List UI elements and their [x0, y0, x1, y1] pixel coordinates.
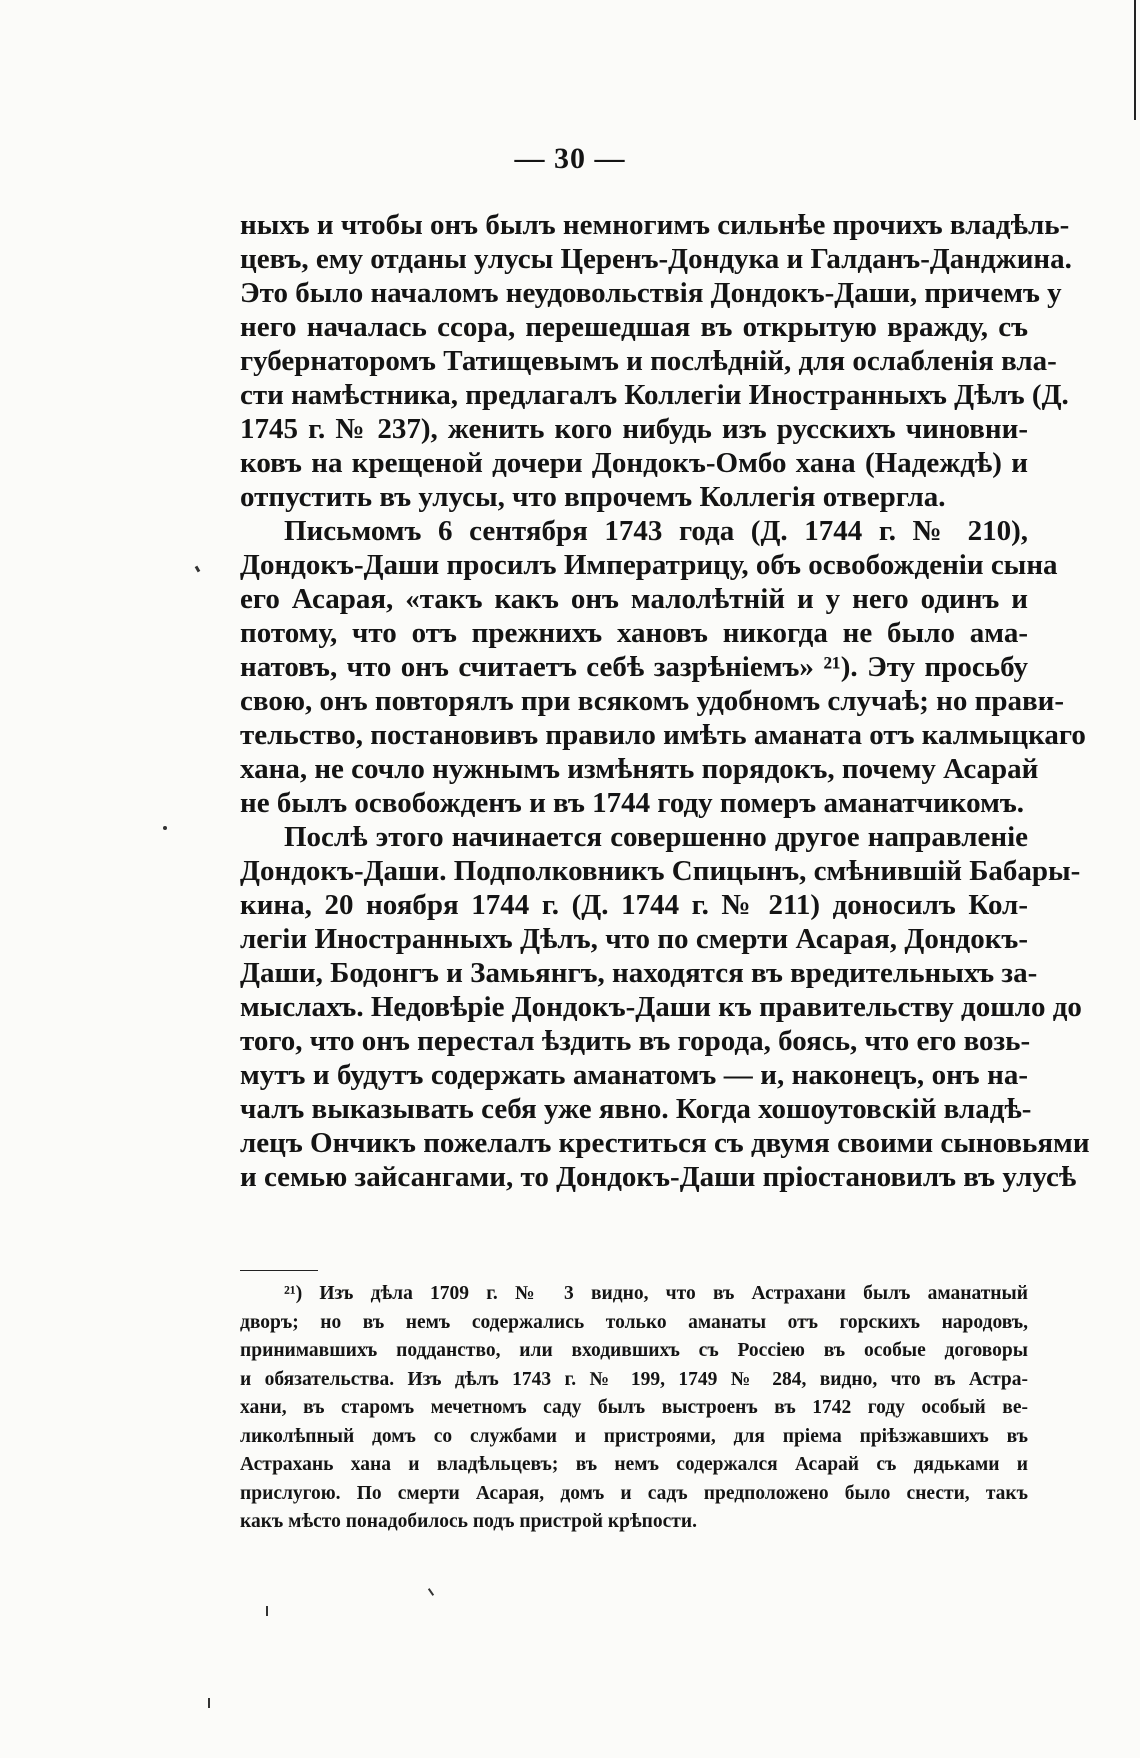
text-line: того, что онъ перестал ѣздить въ города, боясь, что его возь- [240, 1025, 1031, 1057]
footnote-line: и обязательства. Изъ дѣлъ 1743 г. № 199, 1749 № 284, видно, что въ Астра- [240, 1368, 1028, 1390]
footnote-line: какъ мѣсто понадобилось подъ пристрой крѣпости. [240, 1511, 697, 1532]
main-text [240, 208, 1090, 1194]
text-line: не былъ освобожденъ и въ 1744 году померъ аманатчикомъ. [240, 787, 1024, 819]
text-line: Дондокъ-Даши. Подполковникъ Спицынъ, смѣнившій Бабары- [240, 855, 1081, 887]
scan-speck [428, 1588, 434, 1596]
text-line: мыслахъ. Недовѣріе Дондокъ-Даши къ правительству дошло до [240, 991, 1082, 1023]
scan-speck [208, 1698, 210, 1708]
scan-speck [163, 826, 167, 830]
footnote [240, 1280, 1028, 1537]
text-line: натовъ, что онъ считаетъ себѣ зазрѣніемъ» ²¹). Эту просьбу [240, 651, 1028, 683]
scan-frame-edge [1134, 0, 1136, 120]
text-line: тельство, постановивъ правило имѣть аманата отъ калмыцкаго [240, 719, 1086, 751]
text-line: сти намѣстника, предлагалъ Коллегіи Иностранныхъ Дѣлъ (Д. [240, 379, 1069, 411]
text-line: Дондокъ-Даши просилъ Императрицу, объ освобожденіи сына [240, 549, 1058, 581]
page-number: — 30 — [514, 142, 626, 175]
text-line: чалъ выказывать себя уже явно. Когда хошоутовскій владѣ- [240, 1093, 1032, 1125]
footnote-line: дворъ; но въ немъ содержались только аманаты отъ горскихъ народовъ, [240, 1311, 1028, 1333]
text-line: мутъ и будутъ содержать аманатомъ — и, наконецъ, онъ на- [240, 1059, 1028, 1091]
text-line: ныхъ и чтобы онъ былъ немногимъ сильнѣе прочихъ владѣль- [240, 209, 1070, 241]
footnote-line: принимавшихъ подданство, или входившихъ съ Россіею въ особые договоры [240, 1340, 1028, 1361]
text-line: потому, что отъ прежнихъ хановъ никогда не было ама- [240, 617, 1028, 649]
scan-speck [266, 1606, 268, 1616]
text-line: кина, 20 ноября 1744 г. (Д. 1744 г. № 211) доносилъ Кол- [240, 889, 1028, 921]
text-line: и семью зайсангами, то Дондокъ-Даши пріостановилъ въ улусѣ [240, 1161, 1077, 1193]
text-line: цевъ, ему отданы улусы Церенъ-Дондука и Галданъ-Данджина. [240, 243, 1072, 275]
paragraph-3 [240, 820, 1090, 1194]
paragraph-1 [240, 208, 1072, 514]
text-line: свою, онъ повторялъ при всякомъ удобномъ случаѣ; но прави- [240, 685, 1064, 717]
footnote-rule [240, 1270, 318, 1271]
text-line: 1745 г. № 237), женить кого нибудь изъ русскихъ чиновни- [240, 413, 1028, 445]
text-line: Даши, Бодонгъ и Замьянгъ, находятся въ вредительныхъ за- [240, 957, 1038, 989]
footnote-line: Астрахань хана и владѣльцевъ; въ немъ содержался Асарай съ дядьками и [240, 1454, 1028, 1475]
text-line: хана, не сочло нужнымъ измѣнять порядокъ, почему Асарай [240, 753, 1039, 785]
text-line: Это было началомъ неудовольствія Дондокъ-Даши, причемъ у [240, 277, 1062, 309]
text-line: губернаторомъ Татищевымъ и послѣдній, для ослабленія вла- [240, 345, 1057, 377]
text-line: лецъ Ончикъ пожелалъ креститься съ двумя своими сыновьями [240, 1127, 1090, 1159]
text-line: Послѣ этого начинается совершенно другое направленіе [284, 821, 1028, 853]
footnote-line: ²¹) Изъ дѣла 1709 г. № 3 видно, что въ Астрахани былъ аманатный [284, 1283, 1028, 1304]
text-line: отпустить въ улусы, что впрочемъ Коллегія отвергла. [240, 481, 946, 513]
text-line: его Асарая, «такъ какъ онъ малолѣтній и у него одинъ и [240, 583, 1028, 615]
paragraph-2 [240, 514, 1086, 820]
footnote-line: прислугою. По смерти Асарая, домъ и садъ предположено было снести, такъ [240, 1482, 1028, 1504]
text-line: него началась ссора, перешедшая въ открытую вражду, съ [240, 311, 1028, 343]
scan-speck [195, 566, 201, 573]
text-line: Письмомъ 6 сентября 1743 года (Д. 1744 г. № 210), [284, 515, 1028, 547]
text-line: ковъ на крещеной дочери Дондокъ-Омбо хана (Надеждѣ) и [240, 447, 1028, 479]
footnote-line: ликолѣпный домъ со службами и пристроями, для пріема пріѣзжавшихъ въ [240, 1425, 1028, 1447]
text-line: легіи Иностранныхъ Дѣлъ, что по смерти Асарая, Дондокъ- [240, 923, 1028, 955]
footnote-line: хани, въ старомъ мечетномъ саду былъ выстроенъ въ 1742 году особый ве- [240, 1397, 1028, 1418]
